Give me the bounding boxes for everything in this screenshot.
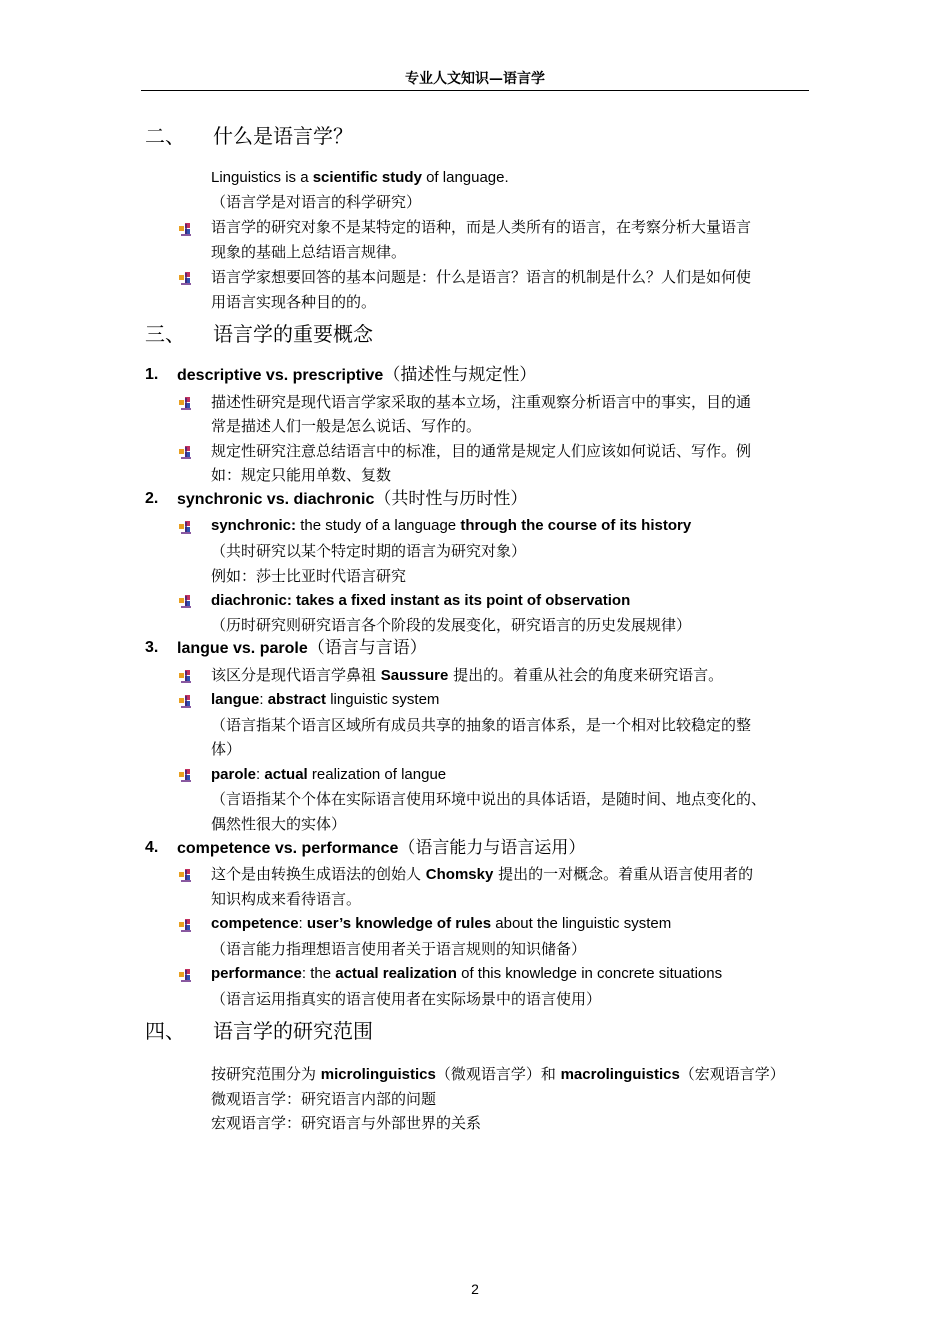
paragraph-line: 常是描述人们一般是怎么说话、写作的。 bbox=[211, 417, 482, 435]
header-rule bbox=[141, 90, 809, 91]
paragraph-line: 知识构成来看待语言。 bbox=[211, 890, 362, 908]
bullet-icon bbox=[178, 520, 194, 534]
paragraph-line: （言语指某个个体在实际语言使用环境中说出的具体话语，是随时间、地点变化的、 bbox=[211, 790, 767, 808]
section-number: 二、 bbox=[145, 124, 185, 148]
paragraph-line: performance: the actual realization of this knowledge in concrete situations bbox=[211, 965, 723, 982]
paragraph-line: diachronic: takes a fixed instant as its point of observation bbox=[211, 592, 631, 609]
paragraph-line: （历时研究则研究语言各个阶段的发展变化，研究语言的历史发展规律） bbox=[211, 616, 692, 634]
paragraph-line: 规定性研究注意总结语言中的标准，目的通常是规定人们应该如何说话、写作。例 bbox=[211, 442, 752, 460]
paragraph-line: synchronic: the study of a language through the course of its history bbox=[211, 517, 692, 534]
paragraph-line: 这个是由转换生成语法的创始人 Chomsky 提出的一对概念。着重从语言使用者的 bbox=[211, 865, 754, 883]
bullet-icon bbox=[178, 222, 194, 236]
paragraph-line: （语言指某个语言区域所有成员共享的抽象的语言体系，是一个相对比较稳定的整 bbox=[211, 716, 752, 734]
paragraph-line: 该区分是现代语言学鼻祖 Saussure 提出的。着重从社会的角度来研究语言。 bbox=[211, 666, 724, 684]
paragraph-line: 微观语言学：研究语言内部的问题 bbox=[211, 1090, 437, 1108]
page-number: 2 bbox=[471, 1281, 479, 1297]
paragraph-line: （语言运用指真实的语言使用者在实际场景中的语言使用） bbox=[211, 990, 602, 1008]
section-title: 什么是语言学？ bbox=[213, 124, 353, 148]
bullet-icon bbox=[178, 868, 194, 882]
paragraph-line: 用语言实现各种目的的。 bbox=[211, 293, 377, 311]
paragraph-line: parole: actual realization of langue bbox=[211, 766, 447, 783]
section-title: 语言学的重要概念 bbox=[213, 322, 373, 346]
bullet-icon bbox=[178, 968, 194, 982]
bullet-icon bbox=[178, 768, 194, 782]
paragraph-line: 描述性研究是现代语言学家采取的基本立场，注重观察分析语言中的事实，目的通 bbox=[211, 393, 752, 411]
section-title: 语言学的研究范围 bbox=[213, 1019, 373, 1043]
paragraph-line: 体） bbox=[211, 740, 242, 758]
paragraph-line: competence: user’s knowledge of rules about the linguistic system bbox=[211, 915, 672, 932]
definition-line: Linguistics is a scientific study of language. bbox=[211, 169, 509, 186]
paragraph-line: （共时研究以某个特定时期的语言为研究对象） bbox=[211, 542, 527, 560]
page-header: 专业人文知识—语言学 bbox=[405, 71, 545, 87]
paragraph-line: 如：规定只能用单数、复数 bbox=[211, 466, 392, 484]
paragraph-line: 语言学家想要回答的基本问题是：什么是语言？语言的机制是什么？人们是如何使 bbox=[211, 268, 752, 286]
bullet-icon bbox=[178, 396, 194, 410]
paragraph-line: 宏观语言学：研究语言与外部世界的关系 bbox=[211, 1114, 482, 1132]
paragraph-line: langue: abstract linguistic system bbox=[211, 691, 440, 708]
bullet-icon bbox=[178, 918, 194, 932]
paragraph-line: 偶然性很大的实体） bbox=[211, 815, 347, 833]
section-number: 四、 bbox=[145, 1019, 185, 1043]
paragraph-line: 现象的基础上总结语言规律。 bbox=[211, 243, 407, 261]
paragraph-line: （语言能力指理想语言使用者关于语言规则的知识储备） bbox=[211, 940, 587, 958]
bullet-icon bbox=[178, 669, 194, 683]
paragraph-line: 例如：莎士比亚时代语言研究 bbox=[211, 567, 407, 585]
paragraph-line: 按研究范围分为 microlinguistics（微观语言学）和 macrolinguistics（宏观语言学） bbox=[211, 1065, 785, 1083]
bullet-icon bbox=[178, 271, 194, 285]
bullet-icon bbox=[178, 445, 194, 459]
paragraph-line: 语言学的研究对象不是某特定的语种，而是人类所有的语言，在考察分析大量语言 bbox=[211, 218, 752, 236]
section-number: 三、 bbox=[145, 322, 185, 346]
definition-translation: （语言学是对语言的科学研究） bbox=[211, 193, 422, 211]
bullet-icon bbox=[178, 594, 194, 608]
bullet-icon bbox=[178, 694, 194, 708]
